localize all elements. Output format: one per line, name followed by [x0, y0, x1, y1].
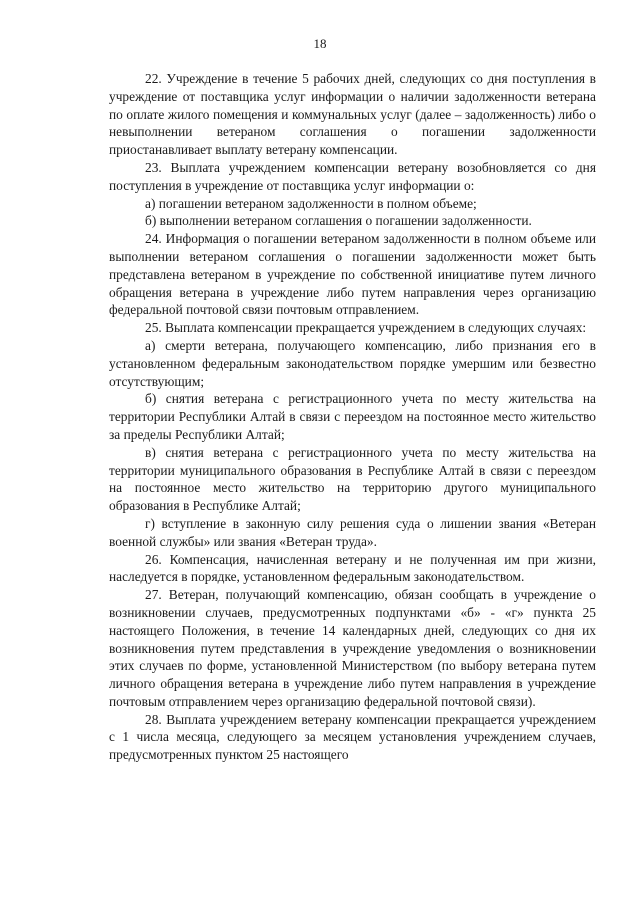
paragraph-24: 24. Информация о погашении ветераном задолженности в полном объеме или выполнении ветераном соглашения о погашении задолженности может быть представлена ветераном в учреждение по собственной инициативе путем личного обращения ветерана в учреждение либо путем направления через организацию федеральной почтовой связи почтовым отправлением.: [109, 231, 596, 318]
paragraph-23-b: б) выполнении ветераном соглашения о погашении задолженности.: [145, 213, 532, 229]
paragraph-28: 28. Выплата учреждением ветерану компенсации прекращается учреждением с 1 числа месяца, следующего за месяцем установления учреждением случаев, предусмотренных пунктом 25 настоящего: [109, 711, 596, 763]
paragraph-25: 25. Выплата компенсации прекращается учреждением в следующих случаях:: [145, 320, 587, 336]
paragraph-25-v: в) снятия ветерана с регистрационного учета по месту жительства на территории муниципального образования в Республике Алтай в связи с переездом на постоянное место жительство на территорию другого муниципального образования в Республике Алтай;: [109, 444, 596, 514]
document-body: [109, 70, 596, 764]
paragraph-25-g: г) вступление в законную силу решения суда о лишении звания «Ветеран военной службы» или звания «Ветеран труда».: [109, 515, 596, 549]
paragraph-23-a: а) погашении ветераном задолженности в полном объеме;: [145, 195, 477, 211]
paragraph-26: 26. Компенсация, начисленная ветерану и не полученная им при жизни, наследуется в порядке, установленном федеральным законодательством.: [109, 551, 596, 585]
paragraph-23: 23. Выплата учреждением компенсации ветерану возобновляется со дня поступления в учреждение от поставщика услуг информации о:: [109, 159, 596, 193]
paragraph-25-b: б) снятия ветерана с регистрационного учета по месту жительства на территории Республики Алтай в связи с переездом на постоянное место жительство за пределы Республики Алтай;: [109, 391, 596, 442]
paragraph-22: 22. Учреждение в течение 5 рабочих дней, следующих со дня поступления в учреждение от поставщика услуг информации о наличии задолженности ветерана по оплате жилого помещения и коммунальных услуг (далее – задолженность) либо о невыполнении ветераном соглашения о погашении задолженности приостанавливает выплату ветерану компенсации.: [109, 71, 596, 158]
page-number: 18: [313, 36, 327, 51]
paragraph-27: 27. Ветеран, получающий компенсацию, обязан сообщать в учреждение о возникновении случаев, предусмотренных подпунктами «б» - «г» пункта 25 настоящего Положения, в течение 14 календарных дней, следующих со дня их возникновения путем представления в учреждение уведомления о возникновении этих случаев по форме, установленной Министерством (по выбору ветерана путем личного обращения ветерана в учреждение либо путем направления в учреждение почтовым отправлением через организацию федеральной почтовой связи).: [109, 587, 596, 709]
paragraph-25-a: а) смерти ветерана, получающего компенсацию, либо признания его в установленном федеральным законодательством порядке умершим или безвестно отсутствующим;: [109, 337, 596, 389]
